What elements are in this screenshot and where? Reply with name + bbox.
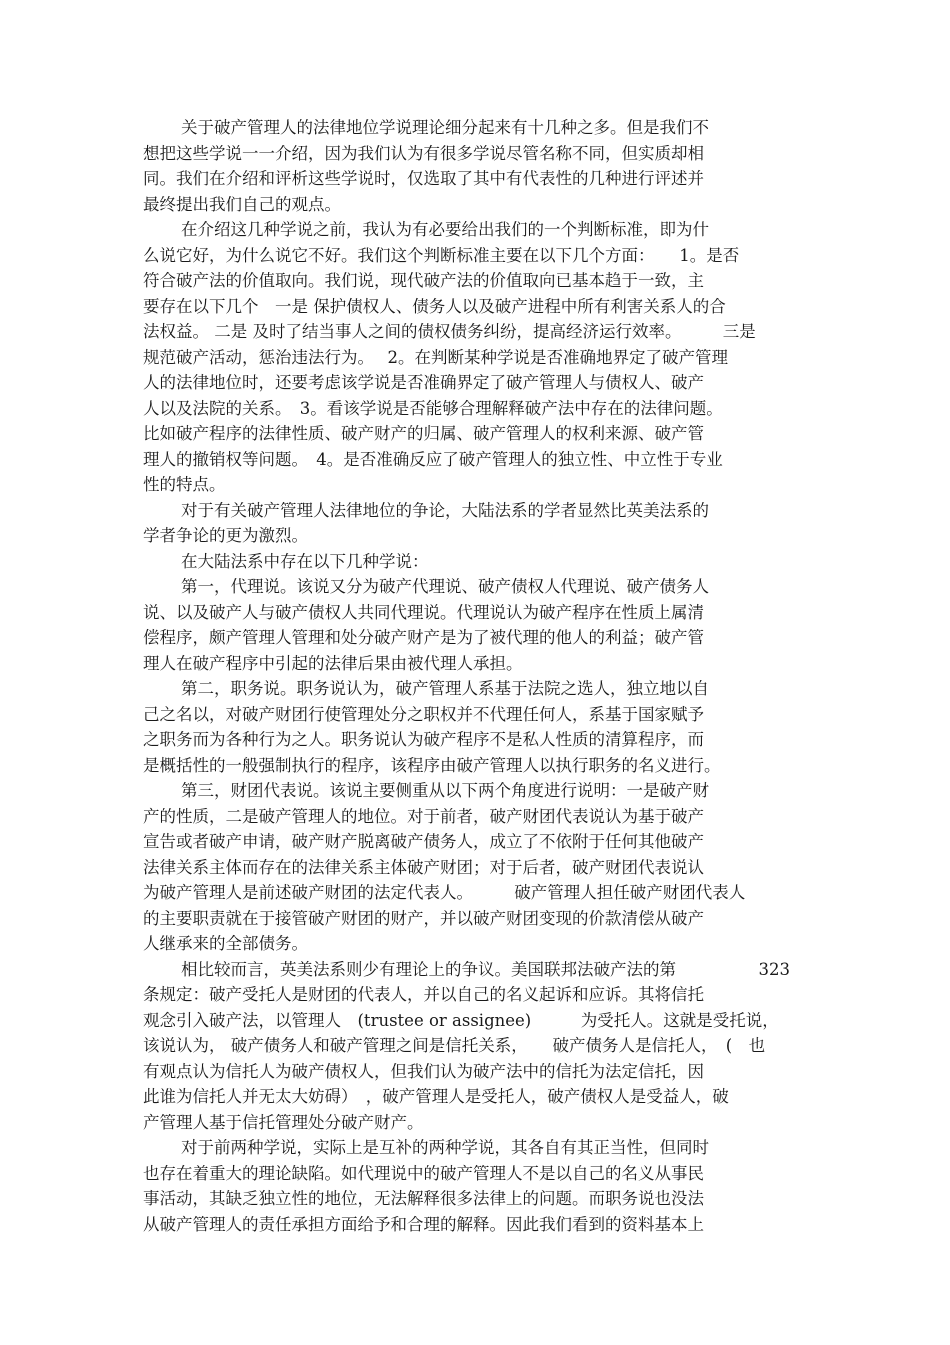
text-line: 从破产管理人的责任承担方面给予和合理的解释。因此我们看到的资料基本上 [143,1214,704,1234]
text-line: 偿程序，颇产管理人管理和处分破产财产是为了被代理的他人的利益；破产管 [143,628,704,647]
text-line: 学者争论的更为激烈。 [143,526,308,545]
text-line: 第一，代理说。该说又分为破产代理说、破产债权人代理说、破产债务人 [181,577,709,596]
text-line: 理人的撤销权等问题。 4。是否准确反应了破产管理人的独立性、中立性于专业 [143,449,723,469]
text-line: 法权益。 二是 及时了结当事人之间的债权债务纠纷，提高经济运行效率。 三是 [143,322,756,341]
paragraph [143,574,830,676]
text-line: 条规定：破产受托人是财团的代表人，并以自己的名义起诉和应诉。其将信托 [143,985,704,1004]
text-line: 性的特点。 [143,475,226,494]
text-line: 此谁为信托人并无太大妨碍） ，破产管理人是受托人，破产债权人是受益人，破 [143,1087,729,1106]
paragraph [143,549,830,575]
text-line: 该说认为， 破产债务人和破产管理之间是信托关系， 破产债务人是信托人， ( 也 [143,1036,766,1055]
text-line: 人的法律地位时，还要考虑该学说是否准确界定了破产管理人与债权人、破产 [143,373,704,392]
text-line: 相比较而言，英美法系则少有理论上的争议。美国联邦法破产法的第 323 [181,959,790,979]
text-line: 最终提出我们自己的观点。 [143,194,341,214]
text-line: 第二，职务说。职务说认为，破产管理人系基于法院之选人，独立地以自 [181,679,709,698]
text-line: 同。我们在介绍和评析这些学说时，仅选取了其中有代表性的几种进行评述并 [143,169,704,188]
text-line: 事活动，其缺乏独立性的地位，无法解释很多法律上的问题。而职务说也没法 [143,1189,704,1208]
text-line: 的主要职责就在于接管破产财团的财产，并以破产财团变现的价款清偿从破产 [143,908,704,928]
paragraph [143,778,830,957]
text-line: 么说它好，为什么说它不好。我们这个判断标准主要在以下几个方面： 1。是否 [143,245,740,265]
paragraph [143,957,830,1136]
text-line: 也存在着重大的理论缺陷。如代理说中的破产管理人不是以自己的名义从事民 [143,1163,704,1183]
text-line: 人以及法院的关系。 3。看该学说是否能够合理解释破产法中存在的法律问题。 [143,398,723,418]
text-line: 比如破产程序的法律性质、破产财产的归属、破产管理人的权利来源、破产管 [143,424,704,443]
paragraph [143,115,830,217]
text-line: 之职务而为各种行为之人。职务说认为破产程序不是私人性质的清算程序，而 [143,730,704,749]
paragraph [143,676,830,778]
text-line: 第三，财团代表说。该说主要侧重从以下两个角度进行说明：一是破产财 [181,781,709,800]
text-line: 是概括性的一般强制执行的程序，该程序由破产管理人以执行职务的名义进行。 [143,755,721,775]
text-line: 己之名以，对破产财团行使管理处分之职权并不代理任何人，系基于国家赋予 [143,704,704,724]
text-line: 在大陆法系中存在以下几种学说： [181,551,429,571]
text-line: 人继承来的全部债务。 [143,934,308,953]
text-line: 有观点认为信托人为破产债权人，但我们认为破产法中的信托为法定信托，因 [143,1061,704,1081]
text-line: 说、以及破产人与破产债权人共同代理说。代理说认为破产程序在性质上属清 [143,602,704,622]
paragraph [143,217,830,498]
text-line: 符合破产法的价值取向。我们说，现代破产法的价值取向已基本趋于一致，主 [143,271,704,290]
paragraph [143,1135,830,1237]
text-line: 理人在破产程序中引起的法律后果由被代理人承担。 [143,653,523,673]
text-line: 观念引入破产法，以管理人 (trustee or assignee) 为受托人。这就是受托说， [143,1010,779,1030]
text-line: 在介绍这几种学说之前，我认为有必要给出我们的一个判断标准，即为什 [181,220,709,239]
paragraph [143,498,830,549]
text-line: 产的性质，二是破产管理人的地位。对于前者，破产财团代表说认为基于破产 [143,806,704,826]
text-line: 产管理人基于信托管理处分破产财产。 [143,1112,424,1132]
text-line: 为破产管理人是前述破产财团的法定代表人。 破产管理人担任破产财团代表人 [143,883,746,902]
document-body [143,115,830,1237]
text-line: 法律关系主体而存在的法律关系主体破产财团；对于后者，破产财团代表说认 [143,857,704,877]
text-line: 规范破产活动，惩治违法行为。 2。在判断某种学说是否准确地界定了破产管理 [143,347,728,367]
text-line: 对于前两种学说，实际上是互补的两种学说，其各自有其正当性，但同时 [181,1138,709,1157]
text-line: 宣告或者破产申请，破产财产脱离破产债务人，成立了不依附于任何其他破产 [143,832,704,851]
text-line: 想把这些学说一一介绍，因为我们认为有很多学说尽管名称不同，但实质却相 [143,143,704,163]
text-line: 要存在以下几个 一是 保护债权人、债务人以及破产进程中所有利害关系人的合 [143,296,726,316]
text-line: 对于有关破产管理人法律地位的争论，大陆法系的学者显然比英美法系的 [181,500,709,520]
text-line: 关于破产管理人的法律地位学说理论细分起来有十几种之多。但是我们不 [181,118,709,137]
